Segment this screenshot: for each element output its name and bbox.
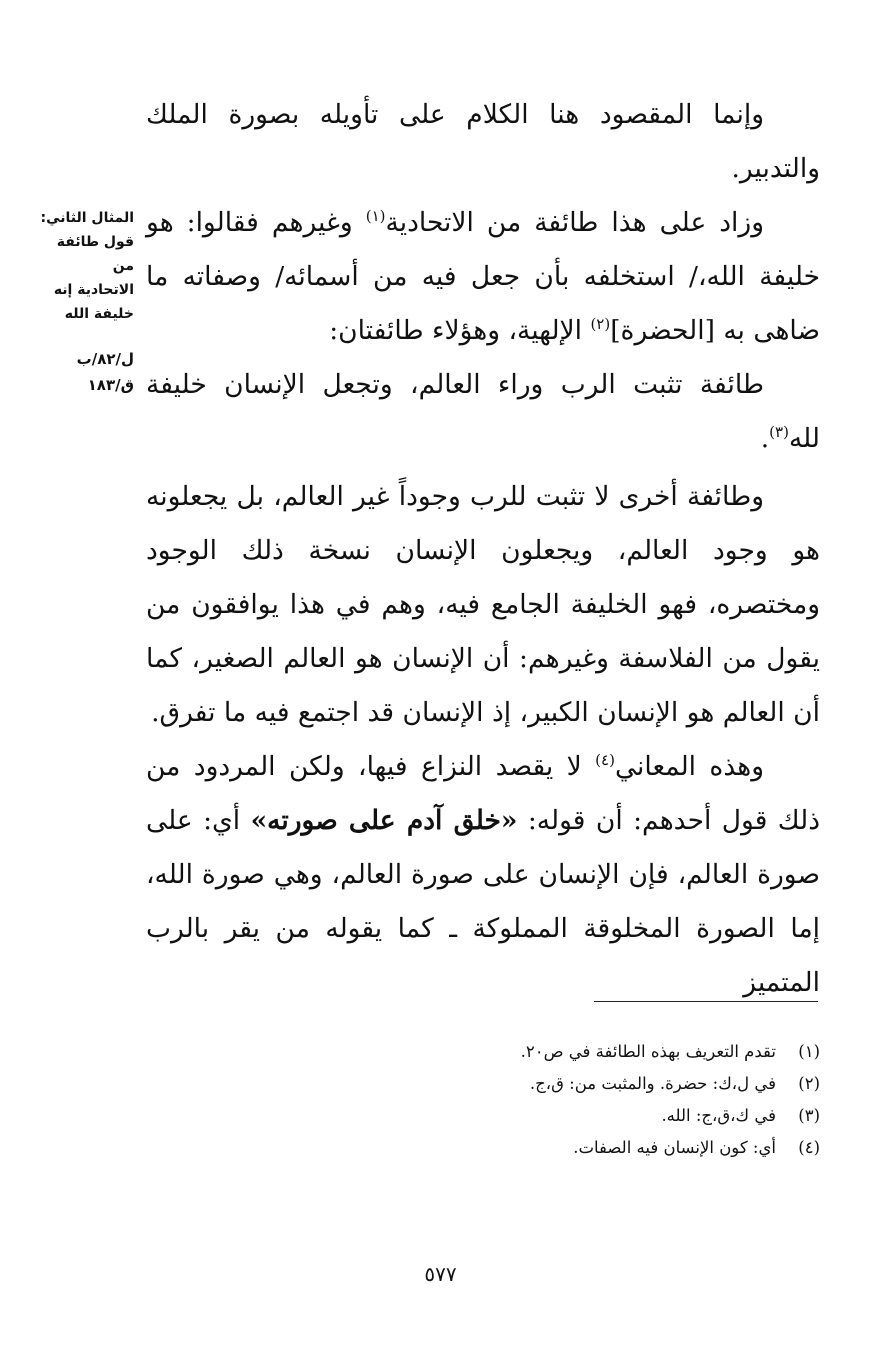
page-number: ٥٧٧ — [424, 1262, 457, 1286]
footnote-divider — [594, 1001, 818, 1002]
paragraph-5 — [146, 740, 820, 1010]
footnote-text: أي: كون الإنسان فيه الصفات. — [573, 1138, 776, 1157]
footnote-number: (٤) — [798, 1138, 820, 1157]
paragraph-3-text-b: . — [760, 423, 770, 454]
footnote-marker-1[interactable]: (١) — [365, 207, 386, 225]
paragraph-3-text-a: طائفة تثبت الرب وراء العالم، وتجعل الإنسان خليفة لله — [146, 369, 820, 454]
footnote-item — [420, 1068, 820, 1100]
paragraph-2 — [146, 196, 820, 358]
paragraph-1 — [146, 88, 820, 196]
paragraph-5-text-a: وهذه المعاني — [614, 751, 764, 782]
footnotes — [420, 1036, 820, 1164]
margin-note-topic-line: قول طائفة من — [56, 234, 134, 274]
paragraph-5-text-c: أي: على صورة العالم، فإن الإنسان على صورة العالم، وهي صورة الله، إما الصورة المخلوقة المملوكة ـ كما يقوله من يقر بالرب المتميز — [146, 805, 820, 998]
main-text — [146, 88, 820, 1010]
paragraph-4 — [146, 470, 820, 740]
footnote-number: (١) — [798, 1042, 820, 1061]
paragraph-2-text-a: وزاد على هذا طائفة من الاتحادية — [385, 207, 764, 238]
footnote-item — [420, 1036, 820, 1068]
footnote-marker-2[interactable]: (٢) — [590, 315, 611, 333]
footnote-text: تقدم التعريف بهذه الطائفة في ص٢٠. — [520, 1042, 776, 1061]
margin-note-topic-line: المثال الثاني: — [40, 210, 134, 226]
footnote-marker-3[interactable]: (٣) — [769, 423, 789, 441]
footnote-number: (٢) — [798, 1074, 820, 1093]
footnote-item — [420, 1100, 820, 1132]
margin-note-manuscript-ref — [34, 346, 134, 398]
paragraph-5-text-b: لا يقصد النزاع فيها، ولكن المردود من ذلك قول أحدهم: أن قوله: — [146, 751, 820, 836]
paragraph-2-text-b: وغيرهم فقالوا: هو خليفة الله،/ استخلفه بأن جعل فيه من أسمائه/ وصفاته ما ضاهى به [الحضرة] — [146, 207, 820, 346]
paragraph-3 — [146, 358, 820, 466]
margin-note-topic-line: الاتحادية إنه — [53, 282, 134, 298]
margin-note-topic-line: خليفة الله — [64, 306, 134, 322]
footnote-text: في ل،ك: حضرة. والمثبت من: ق،ج. — [529, 1074, 776, 1093]
paragraph-1-text: وإنما المقصود هنا الكلام على تأويله بصورة الملك والتدبير. — [146, 99, 820, 184]
footnote-item — [420, 1132, 820, 1164]
footnote-text: في ك،ق،ج: الله. — [661, 1106, 776, 1125]
footnote-number: (٣) — [798, 1106, 820, 1125]
footnote-marker-4[interactable]: (٤) — [595, 751, 615, 769]
margin-note-ref-line: ق/١٨٣ — [87, 376, 134, 394]
paragraph-2-text-c: الإلهية، وهؤلاء طائفتان: — [329, 315, 591, 346]
margin-note-topic — [34, 206, 134, 326]
hadith-quote: «خلق آدم على صورته» — [250, 805, 518, 836]
margin-note-ref-line: ل/٨٢/ب — [76, 350, 134, 368]
paragraph-4-text: وطائفة أخرى لا تثبت للرب وجوداً غير العالم، بل يجعلونه هو وجود العالم، ويجعلون الإنسان نسخة ذلك الوجود ومختصره، فهو الخليفة الجامع فيه، وهم في هذا يوافقون من يقول من الفلاسفة وغيرهم: أن الإنسان هو العالم الصغير، كما أن العالم هو الإنسان الكبير، إذ الإنسان قد اجتمع فيه ما تفرق. — [146, 481, 820, 728]
